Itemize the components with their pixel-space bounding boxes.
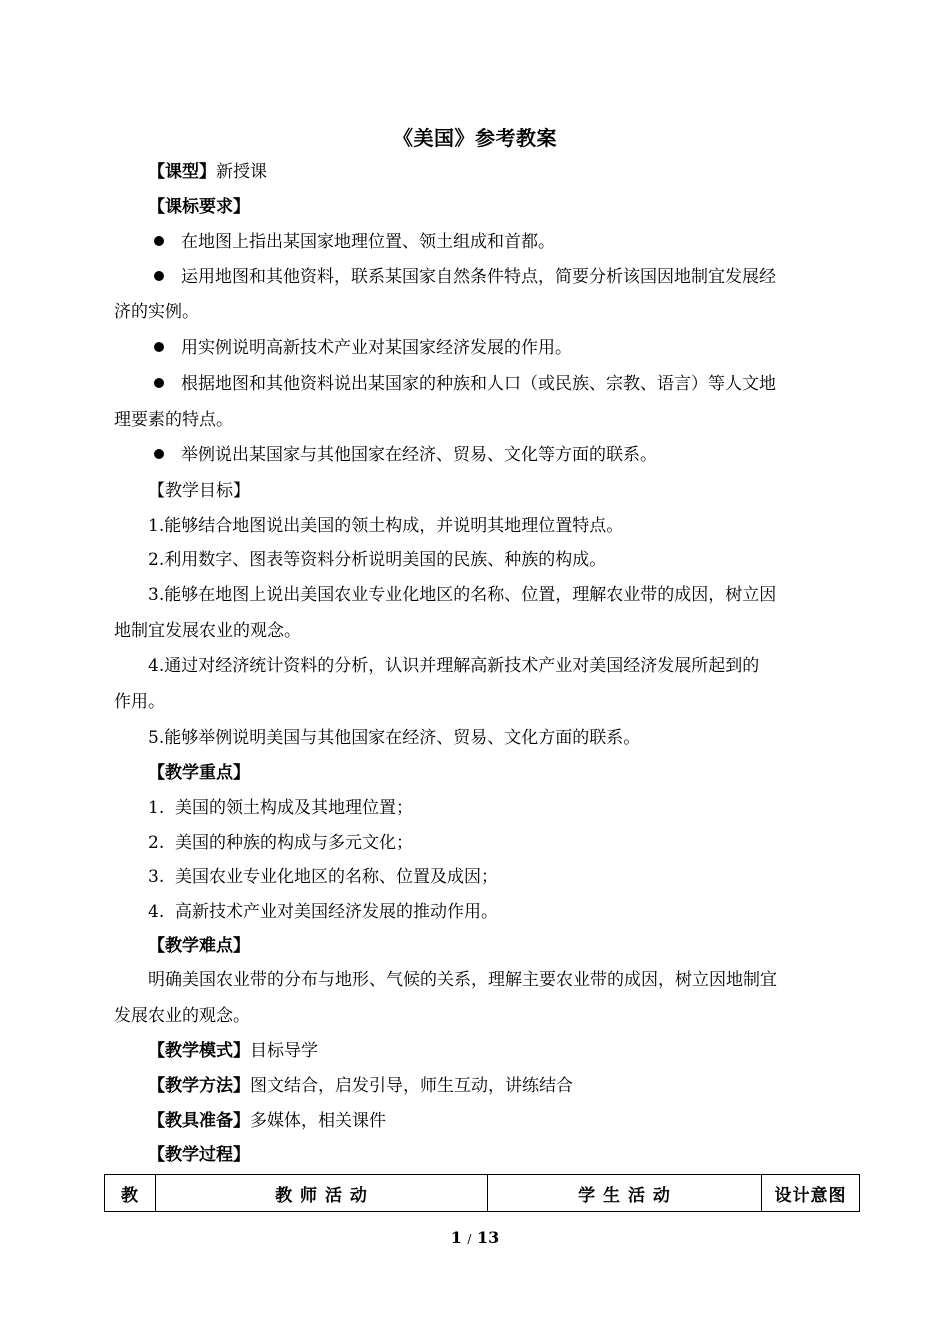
key-points-heading: 【教学重点】 <box>148 763 250 783</box>
curriculum-item: 在地图上指出某国家地理位置、领土组成和首都。 <box>148 232 838 252</box>
bullet-icon <box>154 449 164 459</box>
page-number <box>0 1228 950 1247</box>
methods-value: 图文结合，启发引导，师生互动，讲练结合 <box>250 1076 573 1096</box>
objective-item: 5.能够举例说明美国与其他国家在经济、贸易、文化方面的联系。 <box>148 728 641 748</box>
teaching-process-table <box>104 1174 860 1212</box>
objectives-heading: 【教学目标】 <box>148 481 250 501</box>
curriculum-item-continued: 济的实例。 <box>114 302 199 322</box>
methods-label: 【教学方法】 <box>148 1076 250 1096</box>
page-separator: / <box>467 1232 472 1246</box>
bullet-icon <box>154 342 164 352</box>
table-header-row <box>105 1175 860 1212</box>
mode-value: 目标导学 <box>250 1041 318 1061</box>
objective-item: 3.能够在地图上说出美国农业专业化地区的名称、位置，理解农业带的成因，树立因 <box>148 585 777 605</box>
equipment-label: 【教具准备】 <box>148 1111 250 1131</box>
bullet-icon <box>154 271 164 281</box>
methods-line <box>148 1076 838 1096</box>
objective-item: 1.能够结合地图说出美国的领土构成，并说明其地理位置特点。 <box>148 516 624 536</box>
objective-item: 4.通过对经济统计资料的分析，认识并理解高新技术产业对美国经济发展所起到的 <box>148 656 760 676</box>
course-type-line <box>148 162 838 182</box>
objective-item-continued: 作用。 <box>114 692 165 712</box>
objective-item-continued: 地制宜发展农业的观念。 <box>114 621 301 641</box>
course-type-label: 【课型】 <box>148 162 216 182</box>
bullet-icon <box>154 378 164 388</box>
page-current: 1 <box>450 1228 462 1247</box>
key-point-item: 3. 美国农业专业化地区的名称、位置及成因； <box>148 867 499 887</box>
table-header-cell: 教 <box>105 1175 156 1212</box>
curriculum-item: 举例说出某国家与其他国家在经济、贸易、文化等方面的联系。 <box>148 445 838 465</box>
curriculum-item: 运用地图和其他资料，联系某国家自然条件特点，简要分析该国因地制宜发展经 <box>148 267 838 287</box>
key-point-item: 4. 高新技术产业对美国经济发展的推动作用。 <box>148 902 499 922</box>
key-point-item: 1. 美国的领土构成及其地理位置； <box>148 798 414 818</box>
table-header-cell: 学 生 活 动 <box>488 1175 762 1212</box>
process-heading: 【教学过程】 <box>148 1145 250 1165</box>
difficulties-heading: 【教学难点】 <box>148 936 250 956</box>
bullet-icon <box>154 236 164 246</box>
document-title: 《美国》参考教案 <box>393 126 557 150</box>
course-type-value: 新授课 <box>216 162 267 182</box>
curriculum-heading: 【课标要求】 <box>148 197 250 217</box>
curriculum-item-continued: 理要素的特点。 <box>114 410 233 430</box>
table-header-cell: 设计意图 <box>762 1175 860 1212</box>
mode-label: 【教学模式】 <box>148 1041 250 1061</box>
table-header-cell: 教 师 活 动 <box>156 1175 488 1212</box>
key-point-item: 2. 美国的种族的构成与多元文化； <box>148 833 414 853</box>
mode-line <box>148 1041 838 1061</box>
equipment-line <box>148 1111 838 1131</box>
objective-item: 2.利用数字、图表等资料分析说明美国的民族、种族的构成。 <box>148 550 607 570</box>
page-total: 13 <box>477 1228 500 1247</box>
difficulties-text-continued: 发展农业的观念。 <box>114 1006 250 1026</box>
equipment-value: 多媒体，相关课件 <box>250 1111 386 1131</box>
curriculum-item: 根据地图和其他资料说出某国家的种族和人口（或民族、宗教、语言）等人文地 <box>148 374 838 394</box>
difficulties-text: 明确美国农业带的分布与地形、气候的关系，理解主要农业带的成因，树立因地制宜 <box>148 970 777 990</box>
curriculum-item: 用实例说明高新技术产业对某国家经济发展的作用。 <box>148 338 838 358</box>
